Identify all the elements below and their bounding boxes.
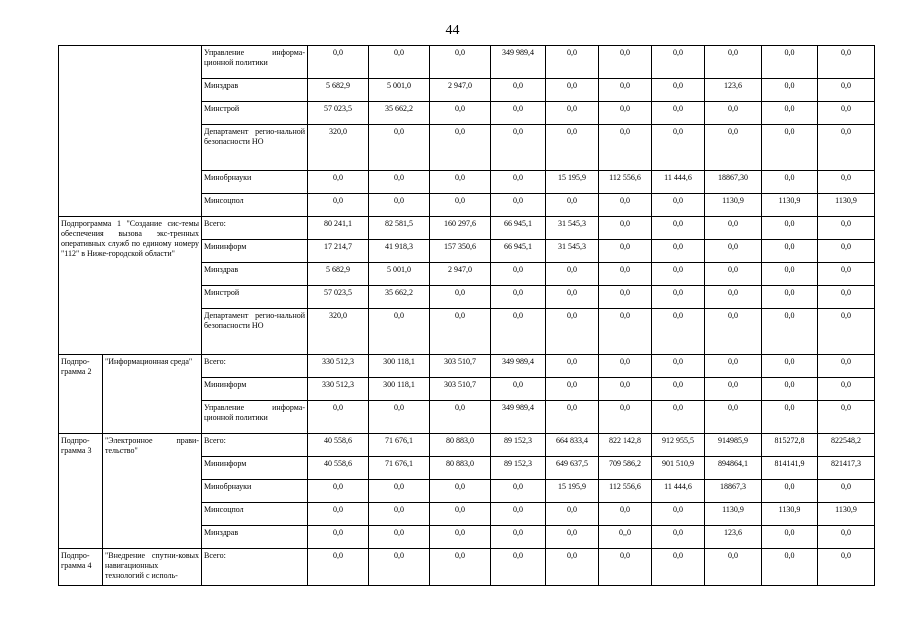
executor-cell: Департамент регио-нальной безопасности НО: [202, 125, 308, 171]
value-cell: 0,0: [599, 549, 652, 586]
value-cell: 5 682,9: [308, 79, 369, 102]
value-cell: 71 676,1: [369, 457, 430, 480]
value-cell: 0,0: [652, 263, 705, 286]
value-cell: 0,0: [705, 46, 762, 79]
value-cell: 80 241,1: [308, 217, 369, 240]
value-cell: 41 918,3: [369, 240, 430, 263]
executor-cell: Управление информа-ционной политики: [202, 401, 308, 434]
value-cell: 0,0: [546, 401, 599, 434]
value-cell: 0,0: [599, 79, 652, 102]
budget-table: [58, 45, 875, 586]
value-cell: 320,0: [308, 309, 369, 355]
value-cell: 0,0: [599, 240, 652, 263]
value-cell: 709 586,2: [599, 457, 652, 480]
value-cell: 0,0: [705, 286, 762, 309]
subprogram-number-cell: Подпро-грамма 4: [59, 549, 103, 586]
value-cell: 0,0: [818, 355, 875, 378]
executor-cell: Мининформ: [202, 457, 308, 480]
value-cell: 40 558,6: [308, 434, 369, 457]
value-cell: 0,0: [818, 102, 875, 125]
value-cell: 0,0: [308, 194, 369, 217]
value-cell: 0,0: [705, 309, 762, 355]
value-cell: 0,0: [652, 378, 705, 401]
value-cell: 0,0: [762, 286, 818, 309]
value-cell: 0,0: [308, 549, 369, 586]
value-cell: 0,0: [762, 263, 818, 286]
value-cell: 0,0: [762, 240, 818, 263]
value-cell: 1130,9: [705, 194, 762, 217]
value-cell: 0,0: [705, 217, 762, 240]
value-cell: 1130,9: [705, 503, 762, 526]
value-cell: 0,0: [430, 125, 491, 171]
value-cell: 0,0: [818, 240, 875, 263]
value-cell: 0,0: [705, 263, 762, 286]
value-cell: 0,0: [762, 355, 818, 378]
value-cell: 89 152,3: [491, 434, 546, 457]
value-cell: 0,0: [705, 240, 762, 263]
value-cell: 0,0: [546, 378, 599, 401]
value-cell: 0,0: [430, 46, 491, 79]
value-cell: 0,0: [818, 217, 875, 240]
value-cell: 0,0: [369, 309, 430, 355]
value-cell: 0,0: [818, 46, 875, 79]
value-cell: 0,0: [762, 480, 818, 503]
value-cell: 0,0: [546, 263, 599, 286]
value-cell: 0,0: [652, 526, 705, 549]
executor-cell: Минздрав: [202, 79, 308, 102]
value-cell: 303 510,7: [430, 378, 491, 401]
value-cell: 0,0: [599, 46, 652, 79]
value-cell: 912 955,5: [652, 434, 705, 457]
value-cell: 0,0: [599, 378, 652, 401]
value-cell: 349 989,4: [491, 46, 546, 79]
value-cell: 0,0: [369, 526, 430, 549]
value-cell: 0,0: [599, 355, 652, 378]
table-row: [59, 46, 875, 79]
value-cell: 18867,30: [705, 171, 762, 194]
value-cell: 71 676,1: [369, 434, 430, 457]
value-cell: 0,0: [430, 194, 491, 217]
value-cell: 1130,9: [818, 194, 875, 217]
value-cell: 0,0: [599, 309, 652, 355]
value-cell: 0,0: [430, 309, 491, 355]
value-cell: 0,0: [546, 309, 599, 355]
value-cell: 0,0: [491, 263, 546, 286]
value-cell: 0,0: [369, 171, 430, 194]
value-cell: 300 118,1: [369, 355, 430, 378]
value-cell: 0,0: [546, 286, 599, 309]
executor-cell: Мининформ: [202, 240, 308, 263]
value-cell: 0,0: [762, 102, 818, 125]
value-cell: 31 545,3: [546, 217, 599, 240]
value-cell: 18867,3: [705, 480, 762, 503]
value-cell: 0,0: [491, 79, 546, 102]
value-cell: 0,0: [308, 503, 369, 526]
value-cell: 112 556,6: [599, 171, 652, 194]
value-cell: 112 556,6: [599, 480, 652, 503]
value-cell: 0,0: [491, 503, 546, 526]
value-cell: 0,0: [369, 125, 430, 171]
value-cell: 0,0: [762, 526, 818, 549]
value-cell: 0,0: [369, 503, 430, 526]
value-cell: 0,0: [491, 194, 546, 217]
value-cell: 0,0: [491, 171, 546, 194]
value-cell: 0,0: [705, 355, 762, 378]
value-cell: 157 350,6: [430, 240, 491, 263]
value-cell: 0,0: [546, 102, 599, 125]
value-cell: 330 512,3: [308, 378, 369, 401]
executor-cell: Минздрав: [202, 526, 308, 549]
value-cell: 2 947,0: [430, 263, 491, 286]
value-cell: 35 662,2: [369, 102, 430, 125]
value-cell: 0,0: [369, 194, 430, 217]
value-cell: 5 682,9: [308, 263, 369, 286]
table-row: [59, 549, 875, 586]
value-cell: 0,0: [762, 217, 818, 240]
value-cell: 89 152,3: [491, 457, 546, 480]
value-cell: 0,0: [308, 480, 369, 503]
value-cell: 0,0: [762, 79, 818, 102]
value-cell: 0,0: [491, 549, 546, 586]
value-cell: 0,0: [491, 125, 546, 171]
value-cell: 0,0: [546, 194, 599, 217]
executor-cell: Минобрнауки: [202, 480, 308, 503]
executor-cell: Департамент регио-нальной безопасности НО: [202, 309, 308, 355]
value-cell: 123,6: [705, 526, 762, 549]
value-cell: 0,0: [818, 526, 875, 549]
value-cell: 57 023,5: [308, 286, 369, 309]
value-cell: 2 947,0: [430, 79, 491, 102]
value-cell: 0,0: [430, 480, 491, 503]
executor-cell: Всего:: [202, 549, 308, 586]
value-cell: 0,0: [546, 503, 599, 526]
value-cell: 0,0: [818, 378, 875, 401]
executor-cell: Мининформ: [202, 378, 308, 401]
value-cell: 0,0: [430, 171, 491, 194]
value-cell: 0,0: [705, 125, 762, 171]
executor-cell: Минобрнауки: [202, 171, 308, 194]
value-cell: 0,0: [652, 549, 705, 586]
value-cell: 15 195,9: [546, 171, 599, 194]
executor-cell: Минстрой: [202, 102, 308, 125]
value-cell: 80 883,0: [430, 434, 491, 457]
executor-cell: Минсоцпол: [202, 503, 308, 526]
subprogram-cell: [59, 46, 202, 217]
value-cell: 0,0: [652, 503, 705, 526]
value-cell: 814141,9: [762, 457, 818, 480]
executor-cell: Управление информа-ционной политики: [202, 46, 308, 79]
executor-cell: Минстрой: [202, 286, 308, 309]
value-cell: 57 023,5: [308, 102, 369, 125]
subprogram-number-cell: Подпро-грамма 3: [59, 434, 103, 549]
value-cell: 0,0: [546, 79, 599, 102]
value-cell: 0,0: [818, 309, 875, 355]
value-cell: 0,0: [430, 286, 491, 309]
value-cell: 822548,2: [818, 434, 875, 457]
value-cell: 0,0: [599, 286, 652, 309]
value-cell: 0,,0: [599, 526, 652, 549]
value-cell: 821417,3: [818, 457, 875, 480]
value-cell: 0,0: [818, 480, 875, 503]
executor-cell: Минздрав: [202, 263, 308, 286]
subprogram-name-cell: "Внедрение спутни-ковых навигационных технологий с исполь-: [103, 549, 202, 586]
value-cell: 822 142,8: [599, 434, 652, 457]
value-cell: 0,0: [818, 125, 875, 171]
value-cell: 349 989,4: [491, 401, 546, 434]
value-cell: 0,0: [652, 240, 705, 263]
value-cell: 0,0: [430, 526, 491, 549]
table-row: [59, 217, 875, 240]
value-cell: 0,0: [652, 46, 705, 79]
value-cell: 0,0: [705, 401, 762, 434]
value-cell: 0,0: [308, 401, 369, 434]
subprogram-name-cell: "Электронное прави-тельство": [103, 434, 202, 549]
page-number: 44: [445, 23, 460, 38]
value-cell: 0,0: [762, 309, 818, 355]
table-row: [59, 355, 875, 378]
value-cell: 0,0: [652, 125, 705, 171]
executor-cell: Всего:: [202, 217, 308, 240]
value-cell: 160 297,6: [430, 217, 491, 240]
value-cell: 5 001,0: [369, 263, 430, 286]
subprogram-number-cell: Подпро-грамма 2: [59, 355, 103, 434]
value-cell: 0,0: [705, 378, 762, 401]
value-cell: 0,0: [652, 194, 705, 217]
value-cell: 0,0: [491, 378, 546, 401]
value-cell: 80 883,0: [430, 457, 491, 480]
value-cell: 0,0: [652, 401, 705, 434]
value-cell: 0,0: [762, 46, 818, 79]
value-cell: 1130,9: [762, 194, 818, 217]
budget-table-body: [59, 46, 875, 586]
value-cell: 0,0: [491, 526, 546, 549]
value-cell: 1130,9: [762, 503, 818, 526]
value-cell: 0,0: [491, 286, 546, 309]
value-cell: 0,0: [491, 480, 546, 503]
value-cell: 0,0: [818, 286, 875, 309]
value-cell: 0,0: [652, 79, 705, 102]
value-cell: 0,0: [818, 79, 875, 102]
executor-cell: Минсоцпол: [202, 194, 308, 217]
value-cell: 0,0: [652, 217, 705, 240]
table-row: [59, 434, 875, 457]
value-cell: 0,0: [762, 378, 818, 401]
executor-cell: Всего:: [202, 355, 308, 378]
value-cell: 664 833,4: [546, 434, 599, 457]
value-cell: 0,0: [762, 401, 818, 434]
value-cell: 0,0: [762, 549, 818, 586]
value-cell: 35 662,2: [369, 286, 430, 309]
value-cell: 0,0: [491, 309, 546, 355]
value-cell: 0,0: [818, 171, 875, 194]
value-cell: 349 989,4: [491, 355, 546, 378]
value-cell: 0,0: [308, 46, 369, 79]
value-cell: 11 444,6: [652, 171, 705, 194]
value-cell: 0,0: [430, 102, 491, 125]
value-cell: 0,0: [308, 171, 369, 194]
value-cell: 649 637,5: [546, 457, 599, 480]
subprogram-cell: Подпрограмма 1 "Создание сис-темы обеспечения вызова экс-тренных оперативных служб по единому номеру "112" в Ниже-городской области": [59, 217, 202, 355]
value-cell: 303 510,7: [430, 355, 491, 378]
value-cell: 0,0: [818, 401, 875, 434]
value-cell: 0,0: [818, 549, 875, 586]
value-cell: 0,0: [599, 194, 652, 217]
value-cell: 15 195,9: [546, 480, 599, 503]
value-cell: 0,0: [546, 549, 599, 586]
value-cell: 17 214,7: [308, 240, 369, 263]
value-cell: 0,0: [369, 46, 430, 79]
value-cell: 815272,8: [762, 434, 818, 457]
value-cell: 40 558,6: [308, 457, 369, 480]
subprogram-name-cell: "Информационная среда": [103, 355, 202, 434]
value-cell: 1130,9: [818, 503, 875, 526]
value-cell: 0,0: [652, 309, 705, 355]
value-cell: 82 581,5: [369, 217, 430, 240]
value-cell: 901 510,9: [652, 457, 705, 480]
value-cell: 0,0: [599, 503, 652, 526]
value-cell: 11 444,6: [652, 480, 705, 503]
value-cell: 0,0: [546, 355, 599, 378]
value-cell: 0,0: [599, 401, 652, 434]
value-cell: 0,0: [762, 125, 818, 171]
value-cell: 0,0: [652, 355, 705, 378]
value-cell: 894864,1: [705, 457, 762, 480]
value-cell: 914985,9: [705, 434, 762, 457]
value-cell: 0,0: [599, 217, 652, 240]
value-cell: 0,0: [599, 102, 652, 125]
value-cell: 0,0: [430, 503, 491, 526]
value-cell: 0,0: [369, 401, 430, 434]
value-cell: 5 001,0: [369, 79, 430, 102]
value-cell: 66 945,1: [491, 217, 546, 240]
value-cell: 0,0: [430, 549, 491, 586]
value-cell: 0,0: [818, 263, 875, 286]
value-cell: 0,0: [599, 125, 652, 171]
value-cell: 123,6: [705, 79, 762, 102]
value-cell: 0,0: [652, 286, 705, 309]
value-cell: 320,0: [308, 125, 369, 171]
value-cell: 0,0: [762, 171, 818, 194]
value-cell: 0,0: [705, 102, 762, 125]
value-cell: 0,0: [491, 102, 546, 125]
value-cell: 0,0: [546, 46, 599, 79]
value-cell: 300 118,1: [369, 378, 430, 401]
value-cell: 0,0: [430, 401, 491, 434]
value-cell: 0,0: [369, 549, 430, 586]
value-cell: 0,0: [705, 549, 762, 586]
value-cell: 0,0: [308, 526, 369, 549]
value-cell: 0,0: [546, 125, 599, 171]
executor-cell: Всего:: [202, 434, 308, 457]
value-cell: 31 545,3: [546, 240, 599, 263]
value-cell: 0,0: [599, 263, 652, 286]
value-cell: 330 512,3: [308, 355, 369, 378]
value-cell: 0,0: [546, 526, 599, 549]
value-cell: 0,0: [369, 480, 430, 503]
value-cell: 66 945,1: [491, 240, 546, 263]
value-cell: 0,0: [652, 102, 705, 125]
